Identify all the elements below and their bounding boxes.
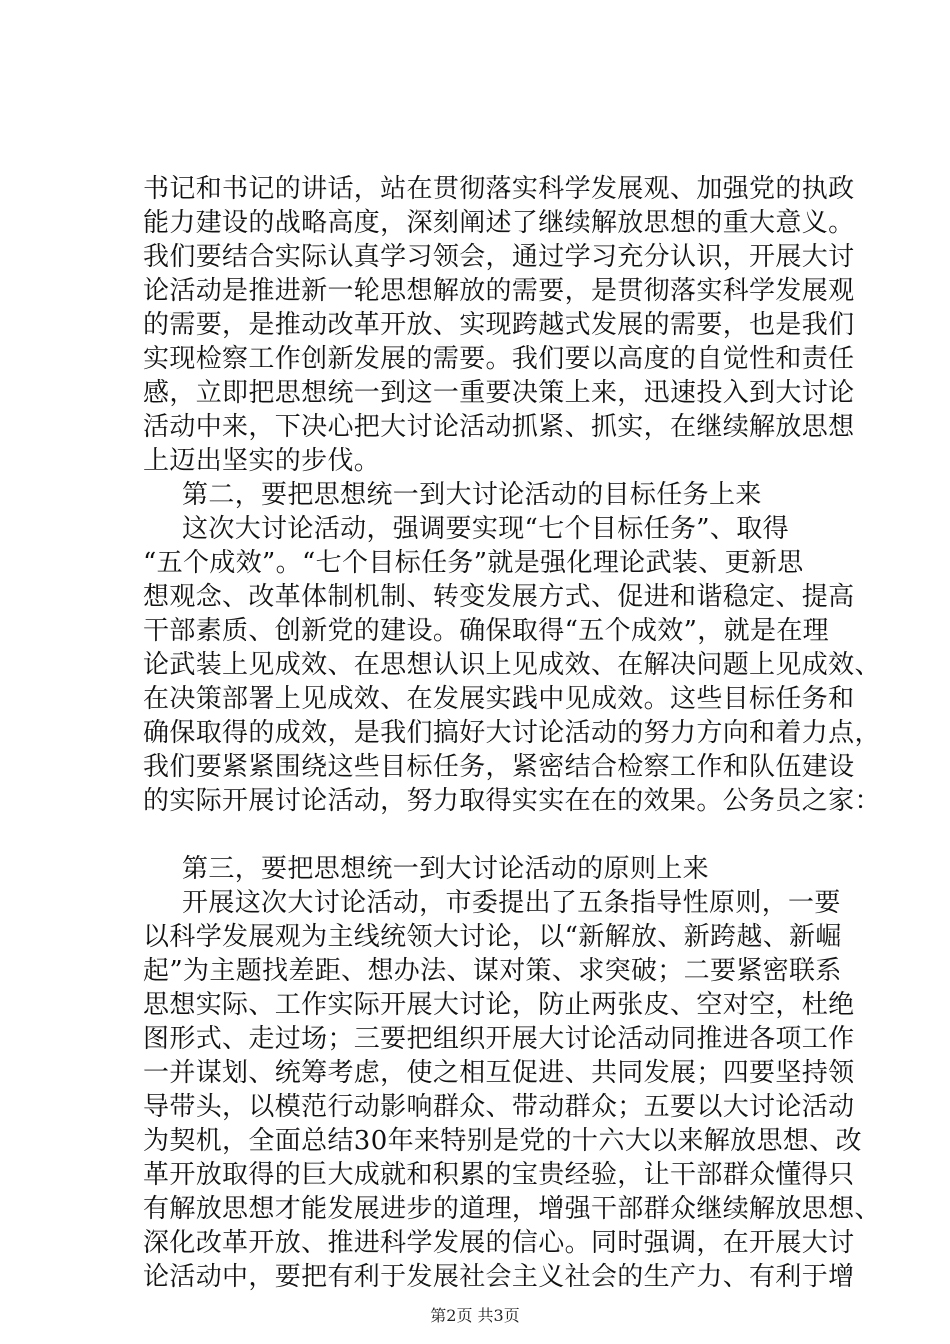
paragraph-1-line: 活动中来，下决心把大讨论活动抓紧、抓实，在继续解放思想 [143,412,855,442]
paragraph-2-line: 的实际开展讨论活动，努力取得实实在在的效果。公务员之家： [143,786,881,816]
paragraph-2-line: 干部素质、创新党的建设。确保取得“五个成效”，就是在理 [143,616,830,646]
paragraph-1-line: 的需要，是推动改革开放、实现跨越式发展的需要，也是我们 [143,310,855,340]
paragraph-2-line: 想观念、改革体制机制、转变发展方式、促进和谐稳定、提高 [143,582,855,612]
paragraph-3-line: 有解放思想才能发展进步的道理，增强干部群众继续解放思想、 [143,1194,881,1224]
paragraph-3-line: 一并谋划、统筹考虑，使之相互促进、共同发展；四要坚持领 [143,1058,855,1088]
paragraph-3-line: 论活动中，要把有利于发展社会主义社会的生产力、有利于增 [143,1262,855,1292]
page-number-footer: 第2页 共3页 [430,1306,520,1325]
paragraph-2-line: 我们要紧紧围绕这些目标任务，紧密结合检察工作和队伍建设 [143,752,855,782]
section-heading-3: 第三，要把思想统一到大讨论活动的原则上来 [182,854,710,884]
paragraph-3-line: 思想实际、工作实际开展大讨论，防止两张皮、空对空，杜绝 [143,990,855,1020]
paragraph-2-line: 论武装上见成效、在思想认识上见成效、在解决问题上见成效、 [143,650,881,680]
paragraph-1-line: 实现检察工作创新发展的需要。我们要以高度的自觉性和责任 [143,344,855,374]
paragraph-2-line: 这次大讨论活动，强调要实现“七个目标任务”、取得 [182,514,789,544]
paragraph-3-line: 以科学发展观为主线统领大讨论，以“新解放、新跨越、新崛 [143,922,842,952]
paragraph-2-line: 确保取得的成效，是我们搞好大讨论活动的努力方向和着力点， [143,718,881,748]
paragraph-3-line: 深化改革开放、推进科学发展的信心。同时强调，在开展大讨 [143,1228,855,1258]
paragraph-3-line: 图形式、走过场；三要把组织开展大讨论活动同推进各项工作 [143,1024,855,1054]
paragraph-3-line: 导带头，以模范行动影响群众、带动群众；五要以大讨论活动 [143,1092,855,1122]
paragraph-1-line: 能力建设的战略高度，深刻阐述了继续解放思想的重大意义。 [143,208,855,238]
section-heading-2: 第二，要把思想统一到大讨论活动的目标任务上来 [182,480,762,510]
paragraph-2-line: “五个成效”。“七个目标任务”就是强化理论武装、更新思 [143,548,804,578]
paragraph-1-line: 上迈出坚实的步伐。 [143,446,381,476]
paragraph-3-line: 起”为主题找差距、想办法、谋对策、求突破；二要紧密联系 [143,956,842,986]
paragraph-1-line: 论活动是推进新一轮思想解放的需要，是贯彻落实科学发展观 [143,276,855,306]
paragraph-1-line: 我们要结合实际认真学习领会，通过学习充分认识，开展大讨 [143,242,855,272]
paragraph-1-line: 感，立即把思想统一到这一重要决策上来，迅速投入到大讨论 [143,378,855,408]
paragraph-3-line: 革开放取得的巨大成就和积累的宝贵经验，让干部群众懂得只 [143,1160,855,1190]
paragraph-3-line: 开展这次大讨论活动，市委提出了五条指导性原则，一要 [182,888,841,918]
paragraph-3-line: 为契机，全面总结30年来特别是党的十六大以来解放思想、改 [143,1126,862,1156]
paragraph-1-line: 书记和书记的讲话，站在贯彻落实科学发展观、加强党的执政 [143,174,855,204]
paragraph-2-line: 在决策部署上见成效、在发展实践中见成效。这些目标任务和 [143,684,855,714]
